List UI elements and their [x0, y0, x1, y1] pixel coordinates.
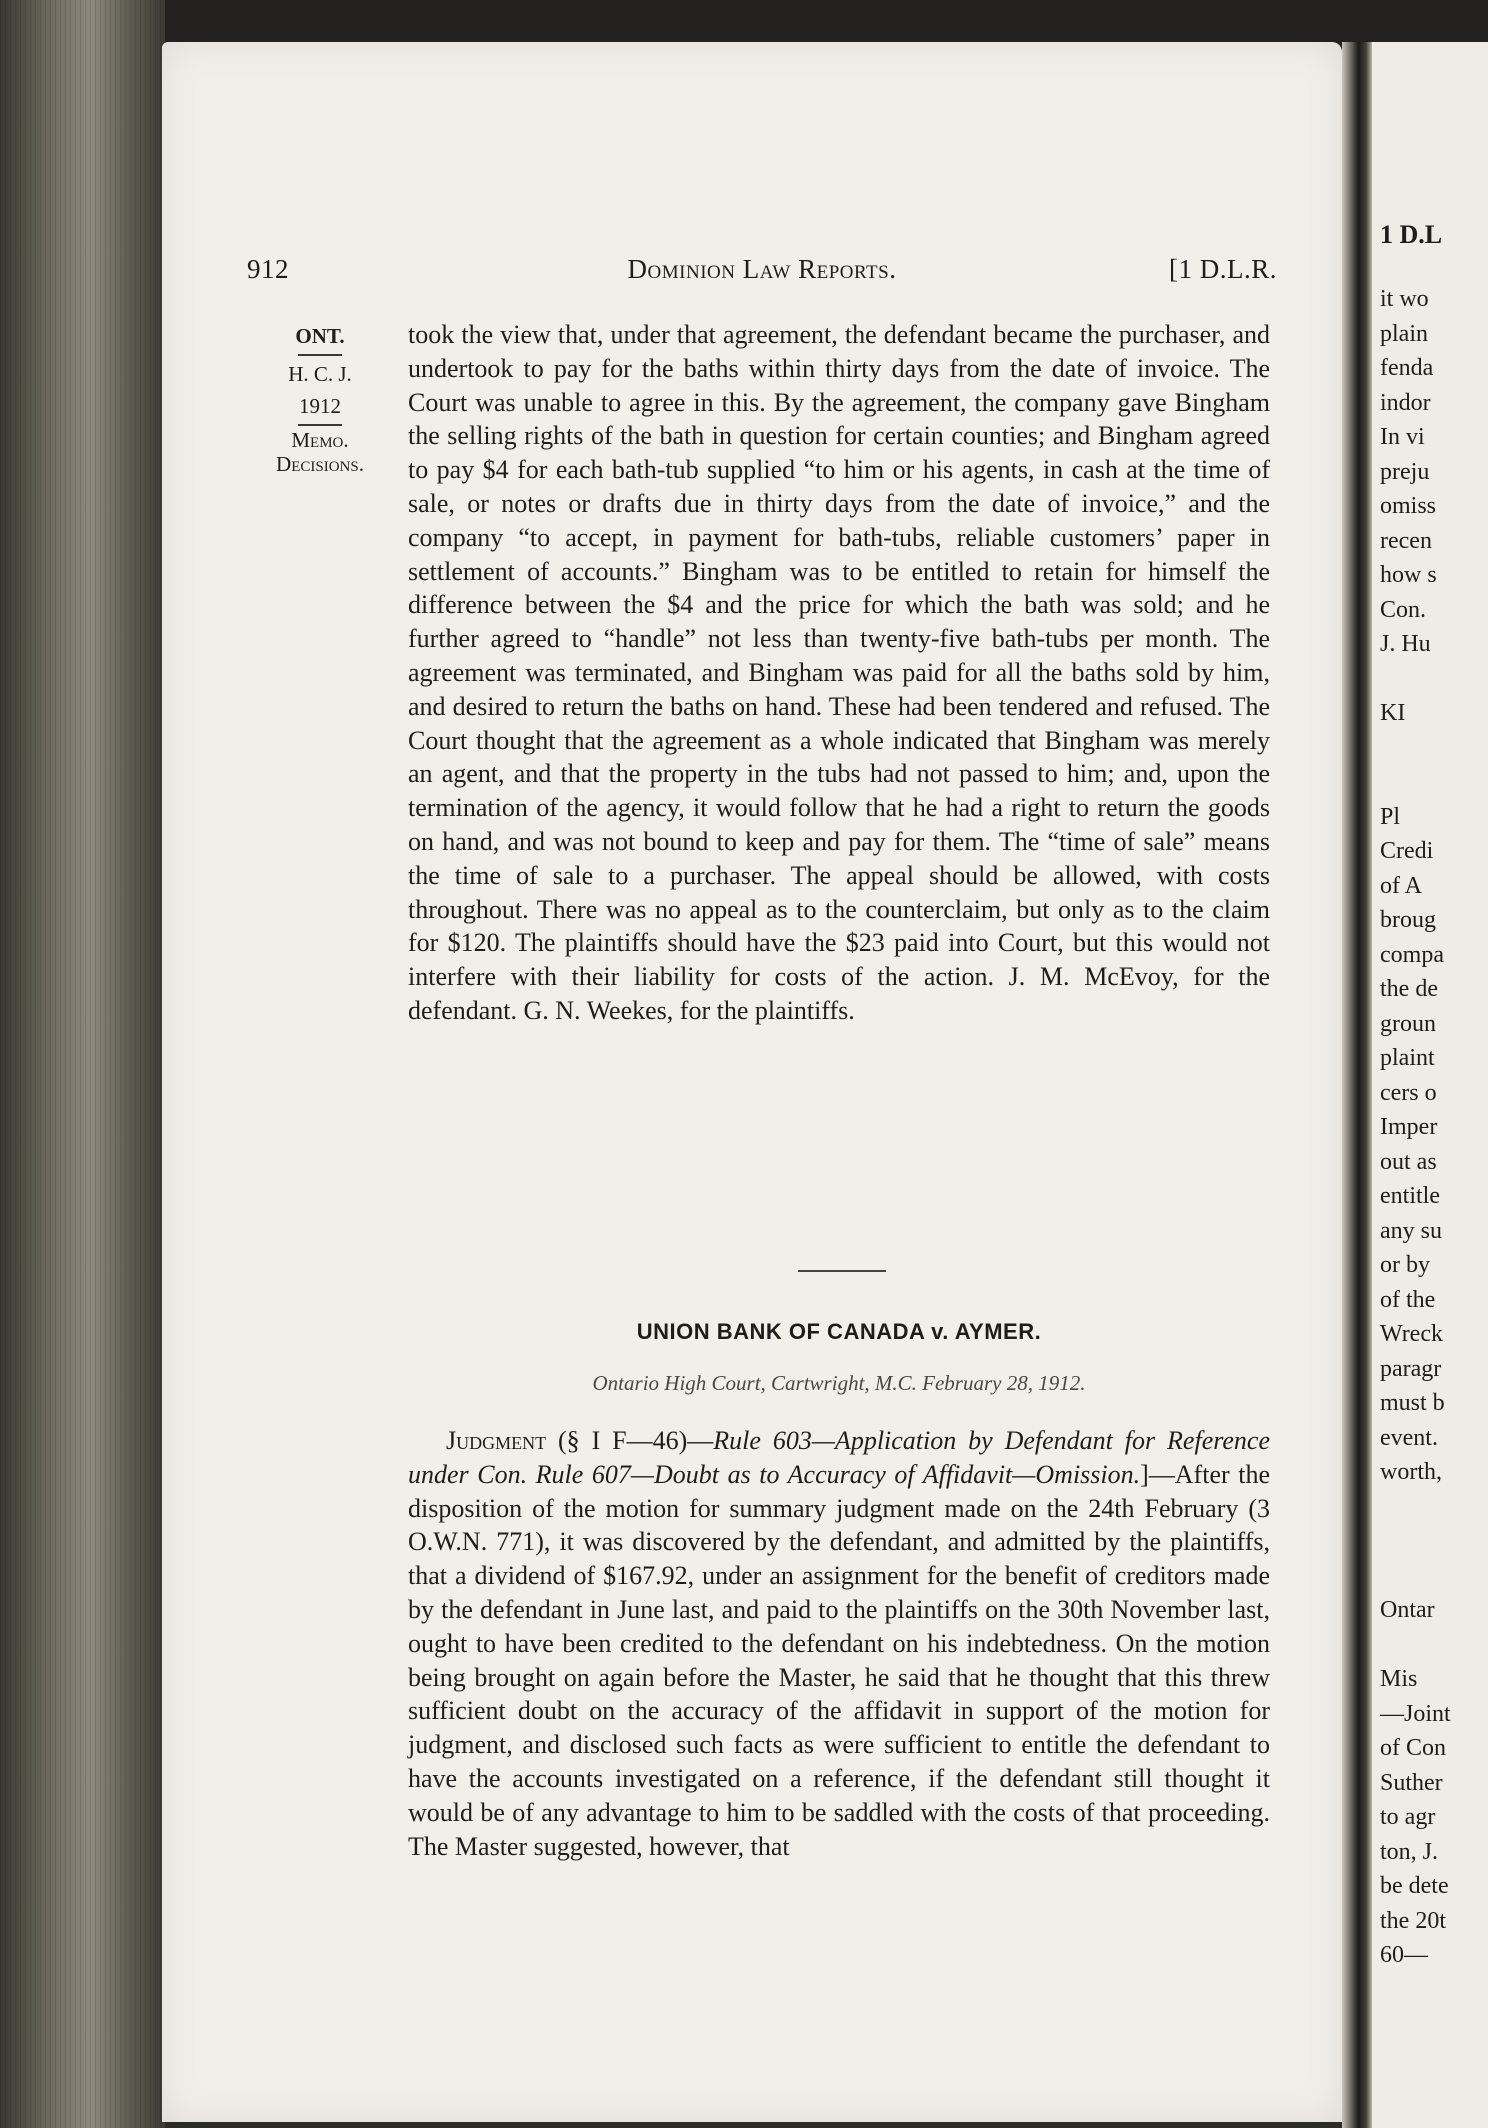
opposite-page-line: indor [1380, 389, 1431, 416]
page-left [162, 42, 1342, 2122]
opposite-page-line: KI [1380, 700, 1406, 726]
opposite-page-header: 1 D.L [1380, 220, 1443, 249]
opposite-page-line: omiss [1380, 493, 1437, 519]
section-label: Memo. [291, 428, 349, 452]
headnote-paragraph [408, 1424, 1270, 1863]
running-title: Dominion Law Reports. [627, 254, 897, 284]
opposite-page-line: Wreck [1380, 1321, 1443, 1347]
court-label: H. C. J. [288, 362, 352, 386]
opposite-page-line: Credi [1380, 838, 1434, 864]
opposite-page-line: or by [1380, 1252, 1430, 1278]
opposite-page-line [1380, 1524, 1488, 1559]
opposite-page-line [1380, 1628, 1488, 1663]
opposite-page-line: Imper [1380, 1114, 1438, 1140]
opposite-page-line: 60— [1380, 1942, 1428, 1968]
opposite-page-line: to agr [1380, 1804, 1436, 1830]
page-header [247, 254, 1277, 294]
opposite-page-line: how s [1380, 562, 1437, 588]
opposite-page-line: of A [1380, 872, 1422, 899]
book-gutter [1342, 42, 1372, 2128]
opposite-page-line: broug [1380, 907, 1436, 933]
opposite-page-line: event. [1380, 1424, 1438, 1451]
opposite-page-line: the de [1380, 976, 1438, 1002]
margin-note [250, 320, 390, 476]
headnote-lead: Judgment [446, 1426, 547, 1455]
opposite-page-line: any su [1380, 1217, 1442, 1244]
opposite-page-line: Mis [1380, 1666, 1418, 1692]
opposite-page-line: must b [1380, 1390, 1445, 1416]
opposite-page-line: paragr [1380, 1355, 1442, 1382]
headnote-topic: Rule 603—Application by Defendant for Reference under Con. Rule 607—Doubt as to Accuracy of Affidavit—Omission. [408, 1426, 1271, 1489]
opposite-page-line [1380, 1559, 1488, 1594]
section-label: Decisions. [276, 452, 364, 476]
opposite-page-line: recen [1380, 527, 1432, 554]
year-label: 1912 [299, 394, 341, 418]
case-title: UNION BANK OF CANADA v. AYMER. [636, 1319, 1042, 1344]
opposite-page-line: of the [1380, 1286, 1436, 1313]
opposite-page-line [1380, 1490, 1488, 1525]
case-body [408, 1424, 1270, 1863]
opposite-page-line: out as [1380, 1148, 1437, 1175]
opposite-page-line: entitle [1380, 1183, 1440, 1209]
jurisdiction-label: ONT. [295, 324, 345, 348]
opposite-page-line: ton, J. [1380, 1838, 1439, 1865]
opposite-page-line: J. Hu [1380, 631, 1431, 657]
opposite-page-text [1380, 282, 1488, 1973]
opposite-page-line [1380, 662, 1488, 697]
opposite-page-line: fenda [1380, 355, 1434, 381]
volume-reference: [1 D.L.R. [1169, 254, 1277, 284]
opposite-page-line: —Joint [1380, 1700, 1451, 1727]
opposite-page-line [1380, 765, 1488, 800]
opposite-page-line: preju [1380, 458, 1430, 485]
opposite-page-line: plain [1380, 320, 1428, 347]
opposite-page-line: Ontar [1380, 1597, 1435, 1623]
opposite-page-line: the 20t [1380, 1907, 1446, 1934]
opposite-page-line: of Con [1380, 1735, 1446, 1761]
continued-judgment-text [408, 318, 1270, 1028]
opposite-page-line: Pl [1380, 803, 1401, 830]
headnote-ref: (§ I F—46)— [546, 1426, 714, 1455]
opposite-page-line: In vi [1380, 424, 1425, 450]
section-divider [798, 1270, 886, 1272]
case-body-text: ]—After the disposition of the motion for summary judgment made on the 24th February (3 O.W.N. 771), it was discovered by the defendant, and admitted by the plaintiffs, that a dividend of $167.92, under an assignment for the benefit of creditors made by the defendant in June last, and paid to the plaintiffs on the 30th November last, ought to have been credited to the defendant on his indebtedness. On the motion being brought on again before the Master, he said that he thought that this threw sufficient doubt on the accuracy of the affidavit in support of the motion for judgment, and disclosed such facts as were sufficient to entitle the defendant to have the accounts investigated on a reference, if the defendant still thought it would be of any advantage to him to be saddled with the costs of that proceeding. The Master suggested, however, that [408, 1459, 1270, 1861]
opposite-page-line: compa [1380, 941, 1444, 968]
opposite-page-line: Suther [1380, 1769, 1443, 1796]
opposite-page-line: be dete [1380, 1873, 1449, 1899]
opposite-page-line: cers o [1380, 1079, 1437, 1106]
opposite-page-line: it wo [1380, 286, 1429, 312]
opposite-page-line: plaint [1380, 1045, 1435, 1071]
opposite-page-line: Con. [1380, 596, 1427, 623]
case-court-line: Ontario High Court, Cartwright, M.C. February 28, 1912. [592, 1371, 1086, 1395]
paragraph: took the view that, under that agreement, the defendant became the purchaser, and undertook to pay for the baths within thirty days from the date of invoice. The Court was unable to agree in this. By the agreement, the company gave Bingham the selling rights of the bath in question for certain counties; and Bingham agreed to pay $4 for each bath-tub supplied “to him or his agents, in cash at the time of sale, or notes or drafts due in thirty days from the date of invoice,” and the company “to accept, in payment for bath-tubs, reliable customers’ paper in settlement of accounts.” Bingham was to be entitled to retain for himself the difference between the $4 and the price for which the bath was sold; and he further agreed to “handle” not less than twenty-five bath-tubs per month. The agreement was terminated, and Bingham was paid for all the baths sold by him, and desired to return the baths on hand. These had been tendered and refused. The Court thought that the agreement as a whole indicated that Bingham was merely an agent, and that the property in the tubs had not passed to him; and, upon the termination of the agency, it would follow that he had a right to return the goods on hand, and was not bound to keep and pay for them. The “time of sale” means the time of sale to a purchaser. The appeal should be allowed, with costs throughout. There was no appeal as to the counterclaim, but only as to the claim for $120. The plaintiffs should have the $23 paid into Court, but this would not interfere with their liability for costs of the action. J. M. McEvoy, for the defendant. G. N. Weekes, for the plaintiffs. [408, 320, 1270, 1025]
page-number: 912 [247, 254, 289, 284]
page-right-partial [1372, 42, 1488, 2128]
margin-rule [298, 424, 342, 426]
opposite-page-line: worth, [1380, 1459, 1442, 1485]
opposite-page-line [1380, 731, 1488, 766]
margin-rule [298, 354, 342, 356]
opposite-page-line: groun [1380, 1010, 1436, 1037]
book-binding-edge [0, 0, 165, 2128]
